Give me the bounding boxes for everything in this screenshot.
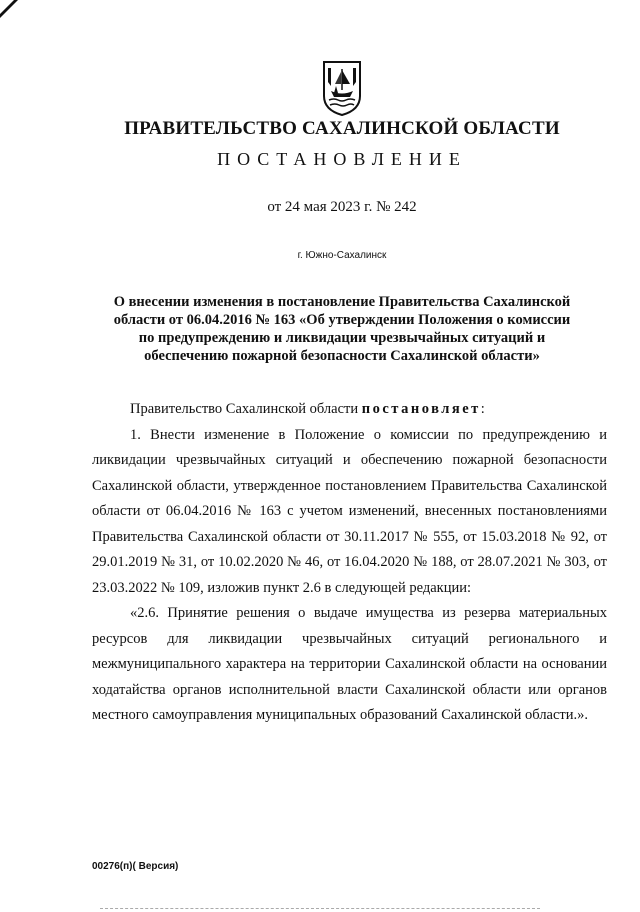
document-date-number: от 24 мая 2023 г. № 242 <box>267 199 417 215</box>
document-code: 00276(п)( Версия) <box>92 861 179 872</box>
document-body <box>92 397 607 729</box>
title-line: обеспечению пожарной безопасности Сахалинской области» <box>144 348 540 364</box>
organization-name: ПРАВИТЕЛЬСТВО САХАЛИНСКОЙ ОБЛАСТИ <box>124 118 560 139</box>
document-title <box>100 293 584 365</box>
title-line: области от 06.04.2016 № 163 «Об утверждении Положения о комиссии <box>113 312 571 328</box>
page-edge-rule <box>100 908 540 910</box>
title-line: О внесении изменения в постановление Правительства Сахалинской <box>113 294 571 310</box>
title-line: по предупреждению и ликвидации чрезвычайных ситуаций и <box>138 330 546 346</box>
issue-city: г. Южно-Сахалинск <box>297 250 387 261</box>
preamble-colon: : <box>480 401 485 417</box>
preamble <box>92 397 607 423</box>
sakhalin-coat-of-arms-icon <box>320 60 364 116</box>
item-1: 1. Внести изменение в Положение о комиссии по предупреждению и ликвидации чрезвычайных ситуаций и обеспечению пожарной безопасности Сахалинской области, утвержденное постановлением Правительства Сахалинской области от 06.04.2016 № 163 с учетом изменений, внесенных постановлениями Правительства Сахалинской области от 30.11.2017 № 555, от 15.03.2018 № 92, от 29.01.2019 № 31, от 10.02.2020 № 46, от 16.04.2020 № 188, от 28.07.2021 № 303, от 23.03.2022 № 109, изложив пункт 2.6 в следующей редакции: <box>92 426 607 596</box>
staple-mark-icon <box>0 0 22 22</box>
document-type: ПОСТАНОВЛЕНИЕ <box>217 149 467 169</box>
amendment-quote: «2.6. Принятие решения о выдаче имущества из резерва материальных ресурсов для ликвидации чрезвычайных ситуаций регионального и межмуниципального характера на территории Сахалинской области на основании ходатайства органов исполнительной власти Сахалинской области или органов местного самоуправления муниципальных образований Сахалинской области.». <box>92 605 607 723</box>
preamble-verb: постановляет <box>361 401 481 417</box>
preamble-text: Правительство Сахалинской области <box>130 401 362 417</box>
